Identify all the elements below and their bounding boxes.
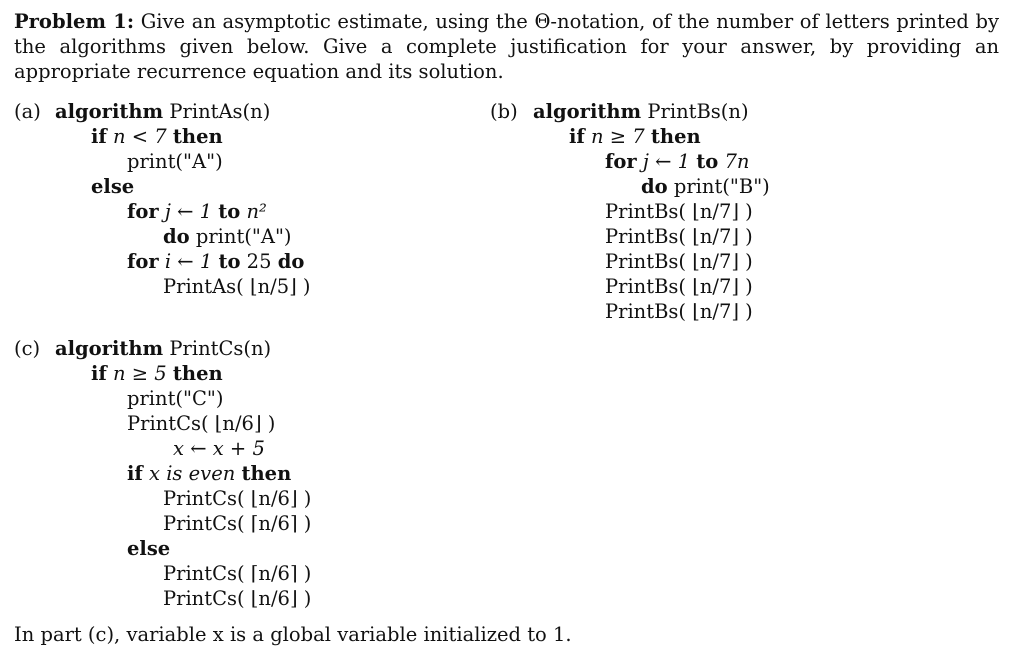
problem-heading: Problem 1: (14, 10, 135, 33)
code-line: for j ← 1 to n² (127, 200, 267, 223)
code-line: else (91, 175, 135, 198)
code-line: PrintCs( ⌈n/6⌉ ) (163, 512, 312, 535)
code-line: PrintBs( ⌊n/7⌋ ) (605, 225, 753, 248)
code-line: print("C") (127, 387, 224, 410)
code-line: if n ≥ 7 then (569, 125, 701, 148)
code-line: if x is even then (127, 462, 292, 485)
code-line: else (127, 537, 171, 560)
code-line: x ← x + 5 (173, 437, 265, 460)
part-c-label: (c) (14, 337, 41, 360)
code-line: print("A") (127, 150, 223, 173)
code-line: if n ≥ 5 then (91, 362, 223, 385)
footer-note: In part (c), variable x is a global variable initialized to 1. (14, 623, 572, 646)
code-line: for j ← 1 to 7n (605, 150, 750, 173)
code-line: PrintCs( ⌈n/6⌉ ) (163, 562, 312, 585)
code-line: PrintCs( ⌊n/6⌋ ) (163, 587, 312, 610)
code-line: PrintBs( ⌊n/7⌋ ) (605, 300, 753, 323)
code-line: PrintBs( ⌊n/7⌋ ) (605, 200, 753, 223)
problem-statement: Give an asymptotic estimate, using the Θ-notation, of the number of letters printed by the algorithms given below. Give a complete justification for your answer, by providing an appropriate recurrence equation and its solution. (14, 10, 999, 83)
code-line: PrintCs( ⌊n/6⌋ ) (163, 487, 312, 510)
code-line: for i ← 1 to 25 do (127, 250, 305, 273)
code-line: do print("B") (641, 175, 770, 198)
code-line: algorithm PrintBs(n) (533, 100, 749, 123)
code-line: algorithm PrintCs(n) (55, 337, 272, 360)
code-line: PrintAs( ⌊n/5⌋ ) (163, 275, 311, 298)
code-line: PrintCs( ⌊n/6⌋ ) (127, 412, 276, 435)
part-b-label: (b) (490, 100, 518, 123)
code-line: algorithm PrintAs(n) (55, 100, 271, 123)
code-line: if n < 7 then (91, 125, 223, 148)
part-a-label: (a) (14, 100, 41, 123)
code-line: PrintBs( ⌊n/7⌋ ) (605, 275, 753, 298)
code-line: do print("A") (163, 225, 292, 248)
problem-intro (14, 9, 999, 84)
code-line: PrintBs( ⌊n/7⌋ ) (605, 250, 753, 273)
